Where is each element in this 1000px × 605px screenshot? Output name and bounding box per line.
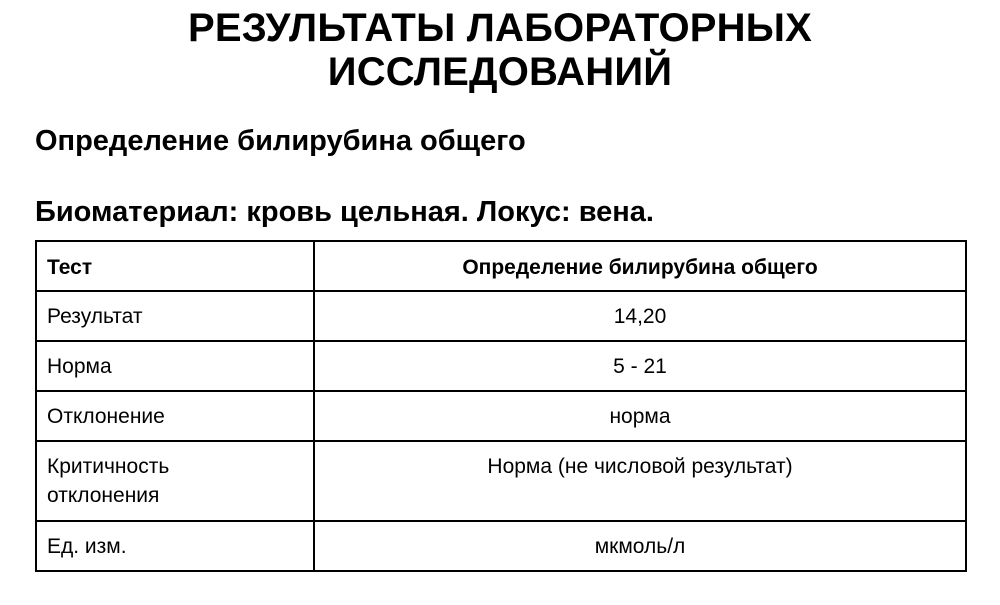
page-title-line-1: РЕЗУЛЬТАТЫ ЛАБОРАТОРНЫХ — [188, 6, 812, 50]
biomaterial-line: Биоматериал: кровь цельная. Локус: вена. — [35, 196, 654, 228]
row-label-result: Результат — [36, 291, 314, 341]
table-row-criticality — [36, 441, 966, 521]
table-row-units — [36, 521, 966, 571]
table-row-result — [36, 291, 966, 341]
row-value-result: 14,20 — [314, 291, 966, 341]
header-test-name: Определение билирубина общего — [314, 241, 966, 291]
results-table — [35, 240, 967, 572]
row-value-units: мкмоль/л — [314, 521, 966, 571]
page-title — [0, 6, 1000, 94]
table-row-norm — [36, 341, 966, 391]
row-value-criticality: Норма (не числовой результат) — [314, 441, 966, 521]
table-row-deviation — [36, 391, 966, 441]
table-header-row — [36, 241, 966, 291]
row-value-norm: 5 - 21 — [314, 341, 966, 391]
row-value-deviation: норма — [314, 391, 966, 441]
page-title-line-2: ИССЛЕДОВАНИЙ — [327, 50, 673, 94]
row-label-criticality — [36, 441, 314, 521]
row-label-criticality-line-1: Критичность — [47, 455, 170, 478]
row-label-criticality-line-2: отклонения — [47, 484, 160, 507]
header-test-label: Тест — [36, 241, 314, 291]
row-label-deviation: Отклонение — [36, 391, 314, 441]
row-label-units: Ед. изм. — [36, 521, 314, 571]
row-label-norm: Норма — [36, 341, 314, 391]
test-subtitle: Определение билирубина общего — [35, 125, 526, 157]
